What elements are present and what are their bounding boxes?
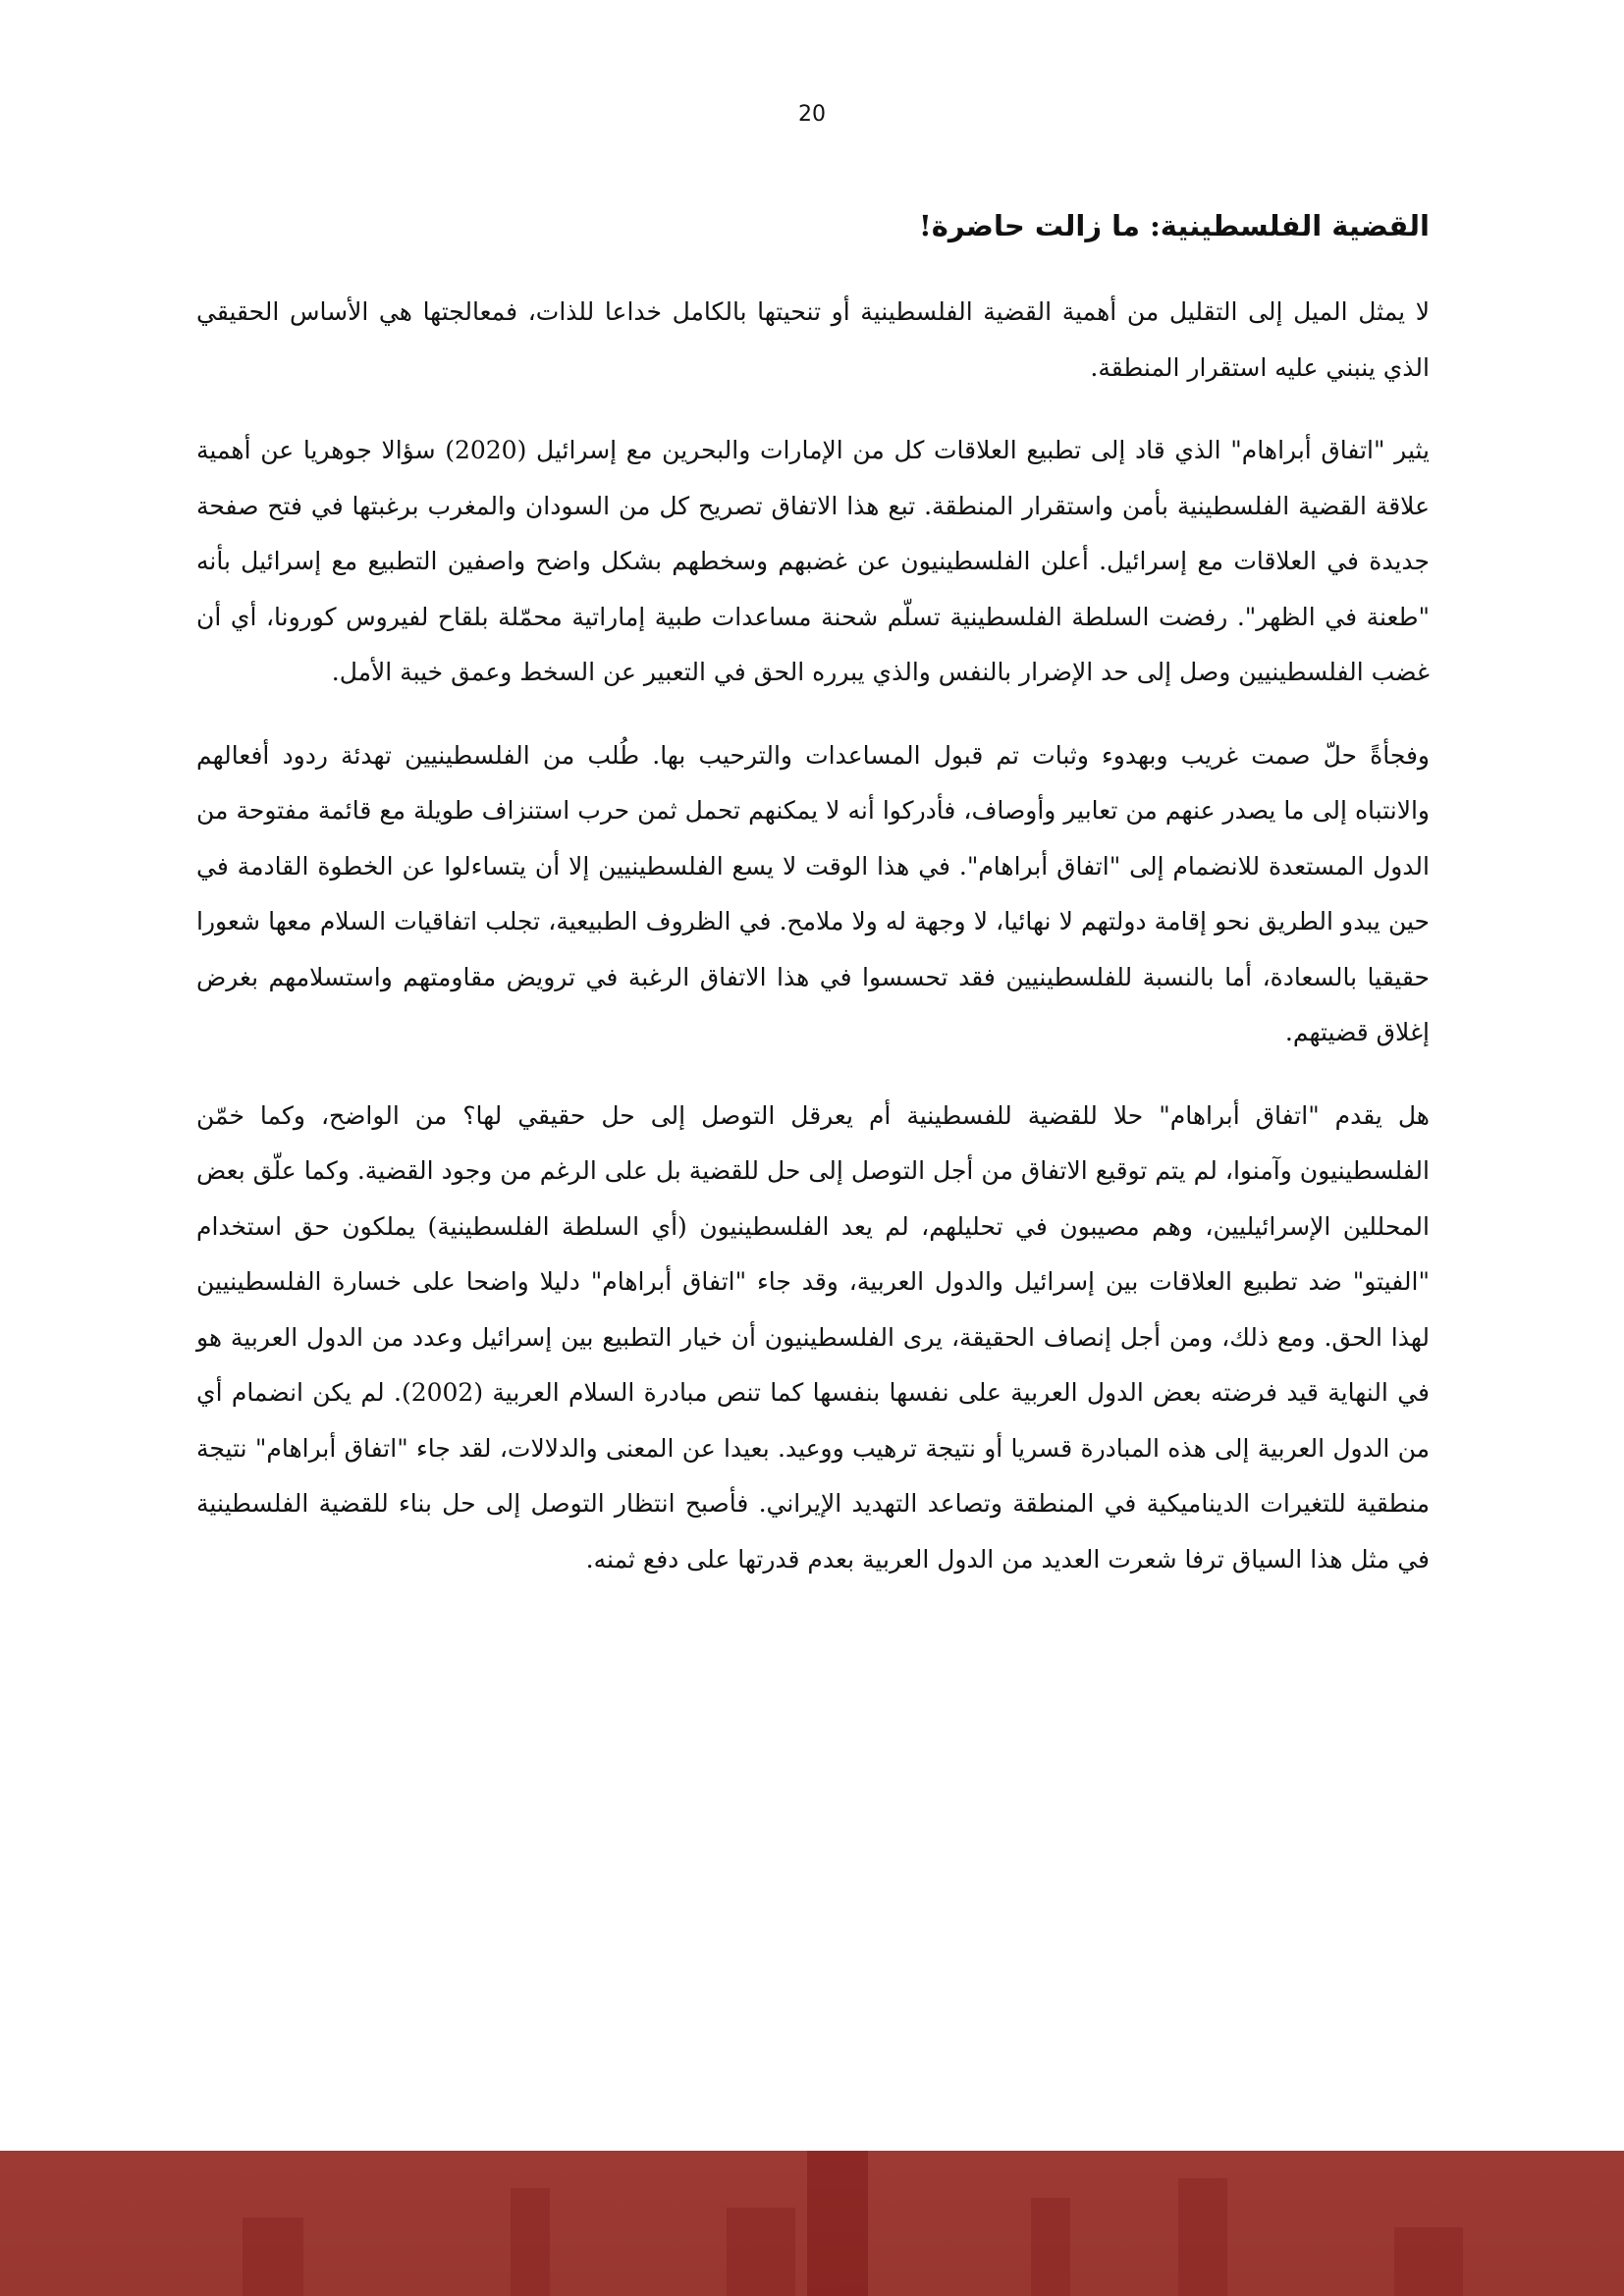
paragraph-4: هل يقدم "اتفاق أبراهام" حلا للقضية للفسطينية أم يعرقل التوصل إلى حل حقيقي لها؟ من الواضح، وكما خمّن الفلسطينيون وآمنوا، لم يتم توقيع الاتفاق من أجل التوصل إلى حل للقضية بل على الرغم من وجود القضية. وكما علّق بعض المحللين الإسرائيليين، وهم مصيبون في تحليلهم، لم يعد الفلسطينيون (أي السلطة الفلسطينية) يملكون حق استخدام "الفيتو" ضد تطبيع العلاقات بين إسرائيل والدول العربية، وقد جاء "اتفاق أبراهام" دليلا واضحا على خسارة الفلسطينيين لهذا الحق. ومع ذلك، ومن أجل إنصاف الحقيقة، يرى الفلسطينيون أن خيار التطبيع بين إسرائيل وعدد من الدول العربية هو في النهاية قيد فرضته بعض الدول العربية على نفسها بنفسها كما تنص مبادرة السلام العربية (2002). لم يكن انضمام أي من الدول العربية إلى هذه المبادرة قسريا أو نتيجة ترهيب ووعيد. بعيدا عن المعنى والدلالات، لقد جاء "اتفاق أبراهام" نتيجة منطقية للتغيرات الديناميكية في المنطقة وتصاعد التهديد الإيراني. فأصبح انتظار التوصل إلى حل بناء للقضية الفلسطينية في مثل هذا السياق ترفا شعرت العديد من الدول العربية بعدم قدرتها على دفع ثمنه.: [196, 1100, 1430, 1574]
paragraph-2: يثير "اتفاق أبراهام" الذي قاد إلى تطبيع العلاقات كل من الإمارات والبحرين مع إسرائيل (2020) سؤالا جوهريا عن أهمية علاقة القضية الفلسطينية بأمن واستقرار المنطقة. تبع هذا الاتفاق تصريح كل من السودان والمغرب برغبتها في فتح صفحة جديدة في العلاقات مع إسرائيل. أعلن الفلسطينيون عن غضبهم وسخطهم بشكل واضح واصفين التطبيع مع إسرائيل بأنه "طعنة في الظهر". رفضت السلطة الفلسطينية تسلّم شحنة مساعدات طبية إماراتية محمّلة بلقاح لفيروس كورونا، أي أن غضب الفلسطينيين وصل إلى حد الإضرار بالنفس والذي يبرره الحق في التعبير عن السخط وعمق خيبة الأمل.: [196, 436, 1431, 686]
paragraph-3: وفجأةً حلّ صمت غريب وبهدوء وثبات تم قبول المساعدات والترحيب بها. طُلب من الفلسطينيين تهدئة ردود أفعالهم والانتباه إلى ما يصدر عنهم من تعابير وأوصاف، فأدركوا أنه لا يمكنهم تحمل ثمن حرب استنزاف طويلة مع قائمة مفتوحة من الدول المستعدة للانضمام إلى "اتفاق أبراهام". في هذا الوقت لا يسع الفلسطينيين إلا أن يتساءلوا عن الخطوة القادمة في حين يبدو الطريق نحو إقامة دولتهم لا نهائيا، لا وجهة له ولا ملامح. في الظروف الطبيعية، تجلب اتفاقيات السلام معها شعورا حقيقيا بالسعادة، أما بالنسبة للفلسطينيين فقد تحسسوا في هذا الاتفاق الرغبة في ترويض مقاومتهم واستسلامهم بغرض إغلاق قضيتهم.: [196, 740, 1430, 1046]
page-number: 20: [798, 102, 826, 127]
section-title: القضية الفلسطينية: ما زالت حاضرة!: [919, 209, 1430, 242]
paragraph-1: لا يمثل الميل إلى التقليل من أهمية القضية الفلسطينية أو تنحيتها بالكامل خداعا للذات، فمعالجتها هي الأساس الحقيقي الذي ينبني عليه استقرار المنطقة.: [196, 297, 1430, 382]
footer-skyline-band: [0, 2151, 1624, 2296]
document-body: [196, 196, 1430, 1615]
